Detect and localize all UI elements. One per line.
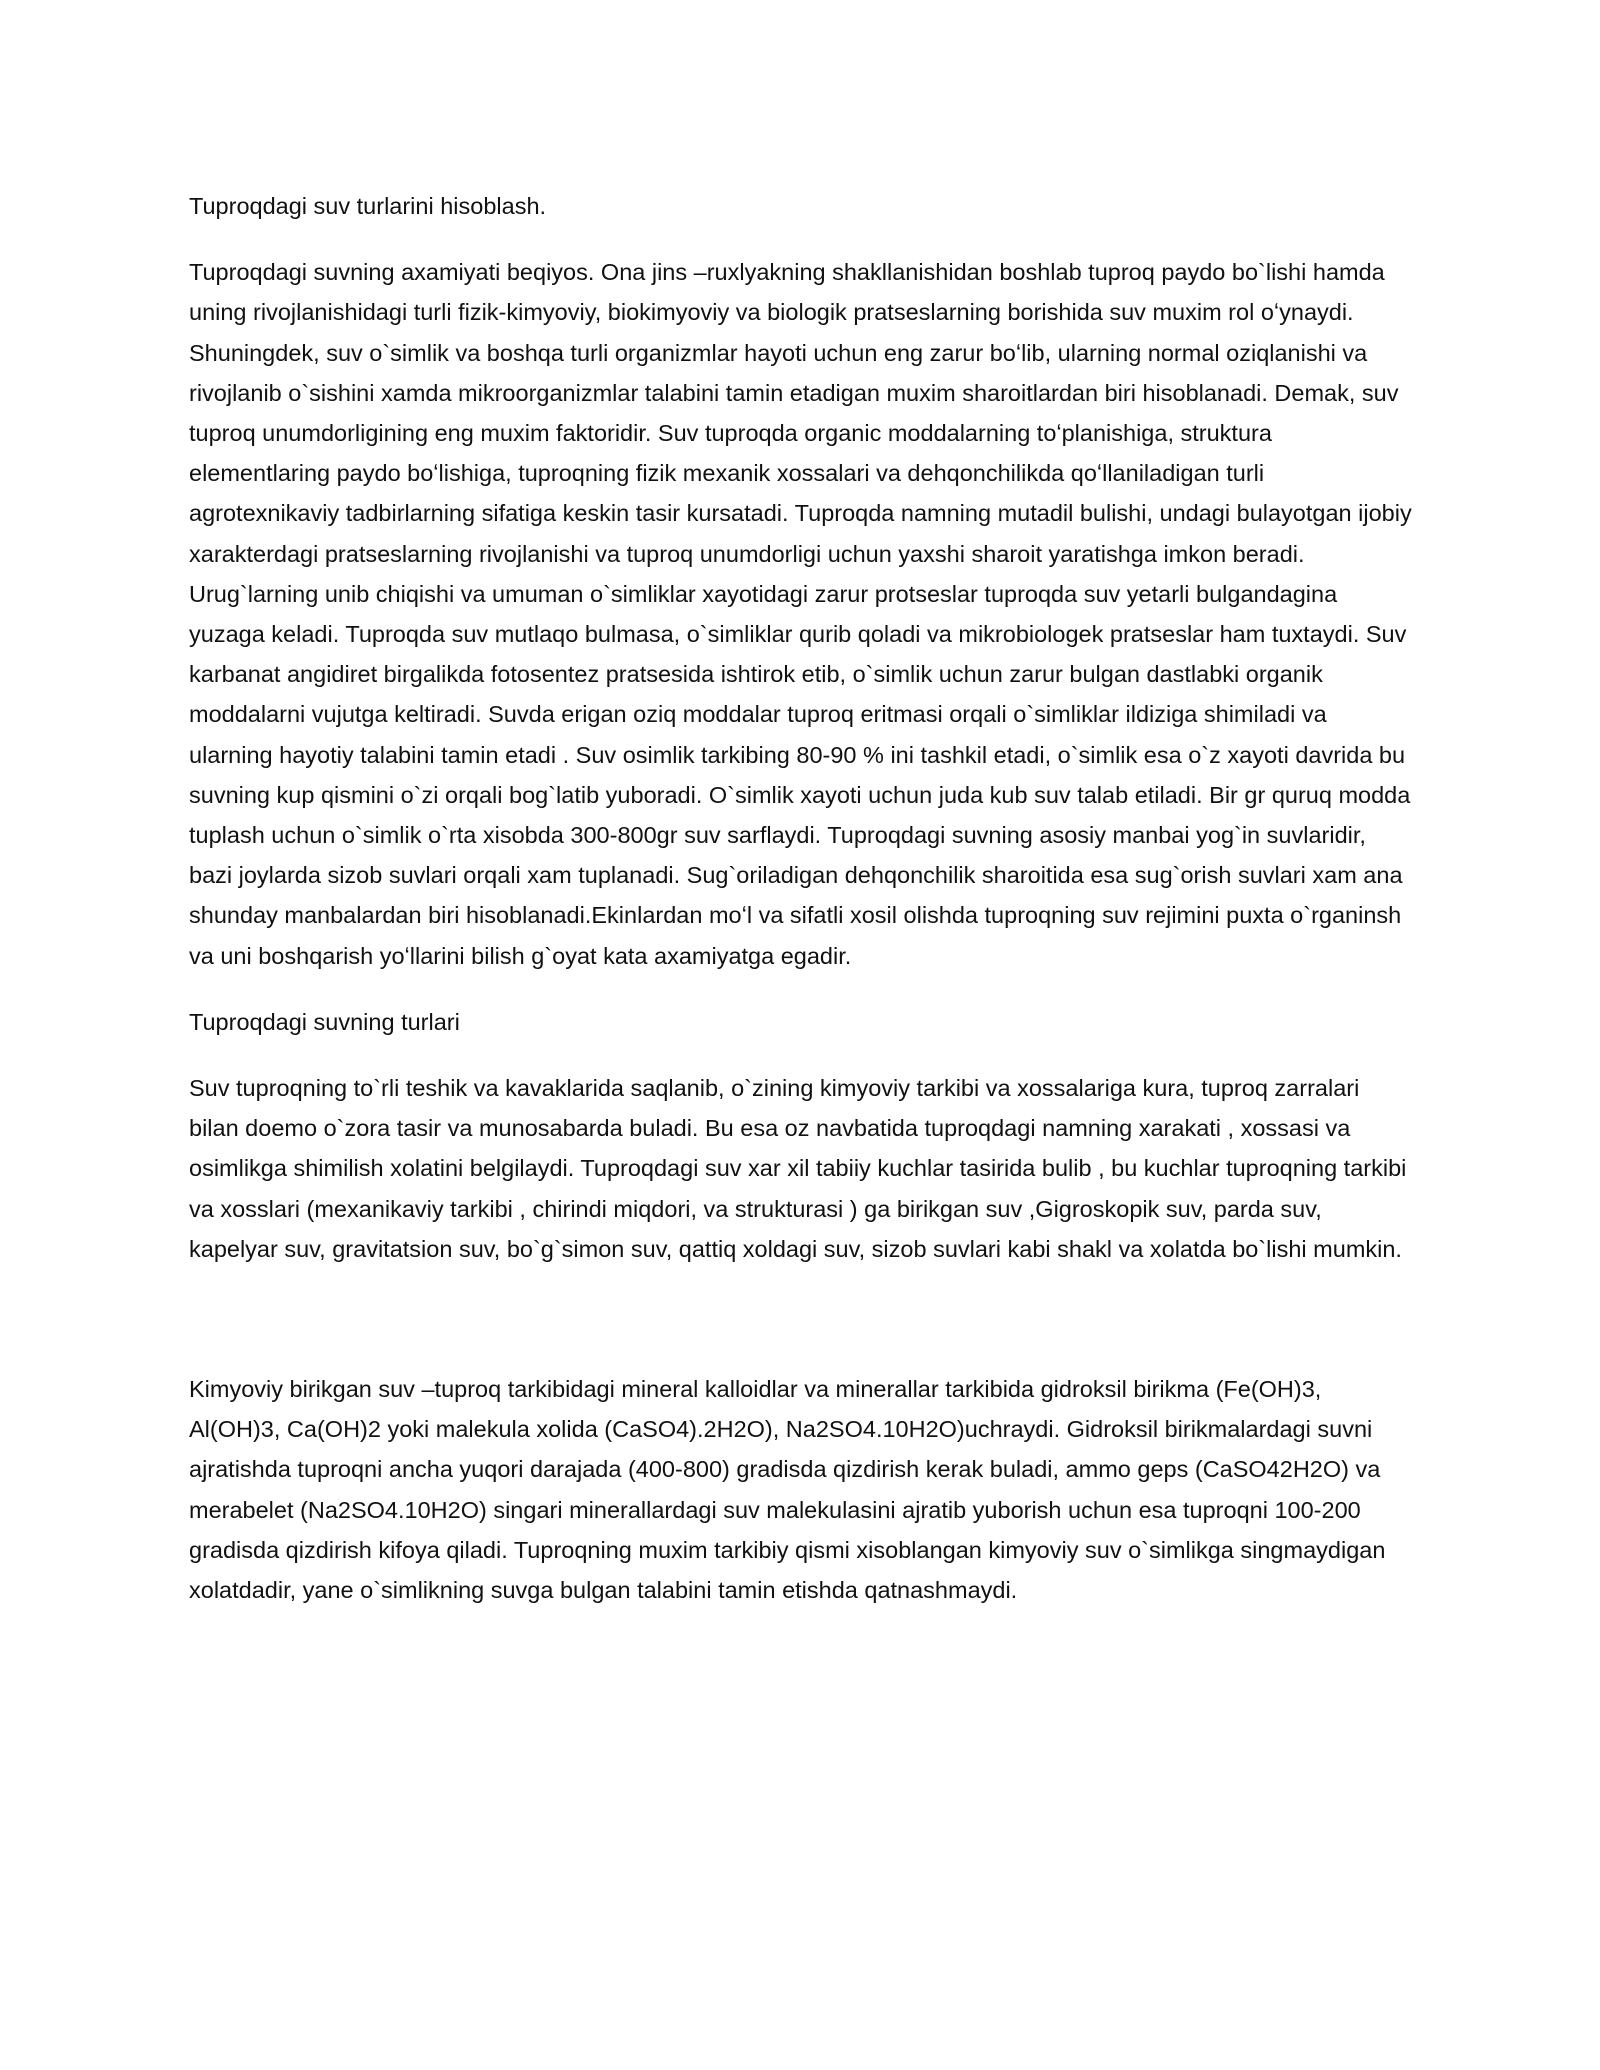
document-title: Tuproqdagi suv turlarini hisoblash. <box>189 193 547 219</box>
blank-spacer <box>189 1269 1414 1369</box>
chemical-water-paragraph: Kimyoviy birikgan suv –tuproq tarkibidagi mineral kalloidlar va minerallar tarkibida gidroksil birikma (Fe(OH)3, Al(OH)3, Ca(OH)2 yoki malekula xolida (CaSO4).2H2O), Na2SO4.10H2O)uchraydi. Gidroksil birikmalardagi suvni ajratishda tuproqni ancha yuqori darajada (400-800) gradisda qizdirish kerak buladi, ammo geps (CaSO42H2O) va merabelet (Na2SO4.10H2O) singari minerallardagi suv malekulasini ajratib yuborish uchun esa tuproqni 100-200 gradisda qizdirish kifoya qiladi. Tuproqning muxim tarkibiy qismi xisoblangan kimyoviy suv o`simlikga singmaydigan xolatdadir, yane o`simlikning suvga bulgan talabini tamin etishda qatnashmaydi. <box>189 1376 1386 1604</box>
intro-paragraph: Tuproqdagi suvning axamiyati beqiyos. Ona jins –ruxlyakning shakllanishidan boshlab tuproq paydo bo`lishi hamda uning rivojlanishidagi turli fizik-kimyoviy, biokimyoviy va biologik pratseslarning borishida suv muxim rol oʻynaydi. Shuningdek, suv o`simlik va boshqa turli organizmlar hayoti uchun eng zarur boʻlib, ularning normal oziqlanishi va rivojlanib o`sishini xamda mikroorganizmlar talabini tamin etadigan muxim sharoitlardan biri hisoblanadi. Demak, suv tuproq unumdorligining eng muxim faktoridir. Suv tuproqda organic moddalarning toʻplanishiga, struktura elementlaring paydo boʻlishiga, tuproqning fizik mexanik xossalari va dehqonchilikda qoʻllaniladigan turli agrotexnikaviy tadbirlarning sifatiga keskin tasir kursatadi. Tuproqda namning mutadil bulishi, undagi bulayotgan ijobiy xarakterdagi pratseslarning rivojlanishi va tuproq unumdorligi uchun yaxshi sharoit yaratishga imkon beradi. Urug`larning unib chiqishi va umuman o`simliklar xayotidagi zarur protseslar tuproqda suv yetarli bulgandagina yuzaga keladi. Tuproqda suv mutlaqo bulmasa, o`simliklar qurib qoladi va mikrobiologek pratseslar ham tuxtaydi. Suv karbanat angidiret birgalikda fotosentez pratsesida ishtirok etib, o`simlik uchun zarur bulgan dastlabki organik moddalarni vujutga keltiradi. Suvda erigan oziq moddalar tuproq eritmasi orqali o`simliklar ildiziga shimiladi va ularning hayotiy talabini tamin etadi . Suv osimlik tarkibing 80-90 % ini tashkil etadi, o`simlik esa o`z xayoti davrida bu suvning kup qismini o`zi orqali bog`latib yuboradi. O`simlik xayoti uchun juda kub suv talab etiladi. Bir gr quruq modda tuplash uchun o`simlik o`rta xisobda 300-800gr suv sarflaydi. Tuproqdagi suvning asosiy manbai yog`in suvlaridir, bazi joylarda sizob suvlari orqali xam tuplanadi. Sug`oriladigan dehqonchilik sharoitida esa sug`orish suvlari xam ana shunday manbalardan biri hisoblanadi.Ekinlardan moʻl va sifatli xosil olishda tuproqning suv rejimini puxta o`rganinsh va uni boshqarish yoʻllarini bilish g`oyat kata axamiyatga egadir. <box>189 259 1412 969</box>
document-page <box>189 186 1414 1610</box>
section-heading: Tuproqdagi suvning turlari <box>189 1008 460 1035</box>
water-types-paragraph: Suv tuproqning to`rli teshik va kavaklarida saqlanib, o`zining kimyoviy tarkibi va xossalariga kura, tuproq zarralari bilan doemo o`zora tasir va munosabarda buladi. Bu esa oz navbatida tuproqdagi namning xarakati , xossasi va osimlikga shimilish xolatini belgilaydi. Tuproqdagi suv xar xil tabiiy kuchlar tasirida bulib , bu kuchlar tuproqning tarkibi va xosslari (mexanikaviy tarkibi , chirindi miqdori, va strukturasi ) ga birikgan suv ,Gigroskopik suv, parda suv, kapelyar suv, gravitatsion suv, bo`g`simon suv, qattiq xoldagi suv, sizob suvlari kabi shakl va xolatda bo`lishi mumkin. <box>189 1075 1407 1262</box>
